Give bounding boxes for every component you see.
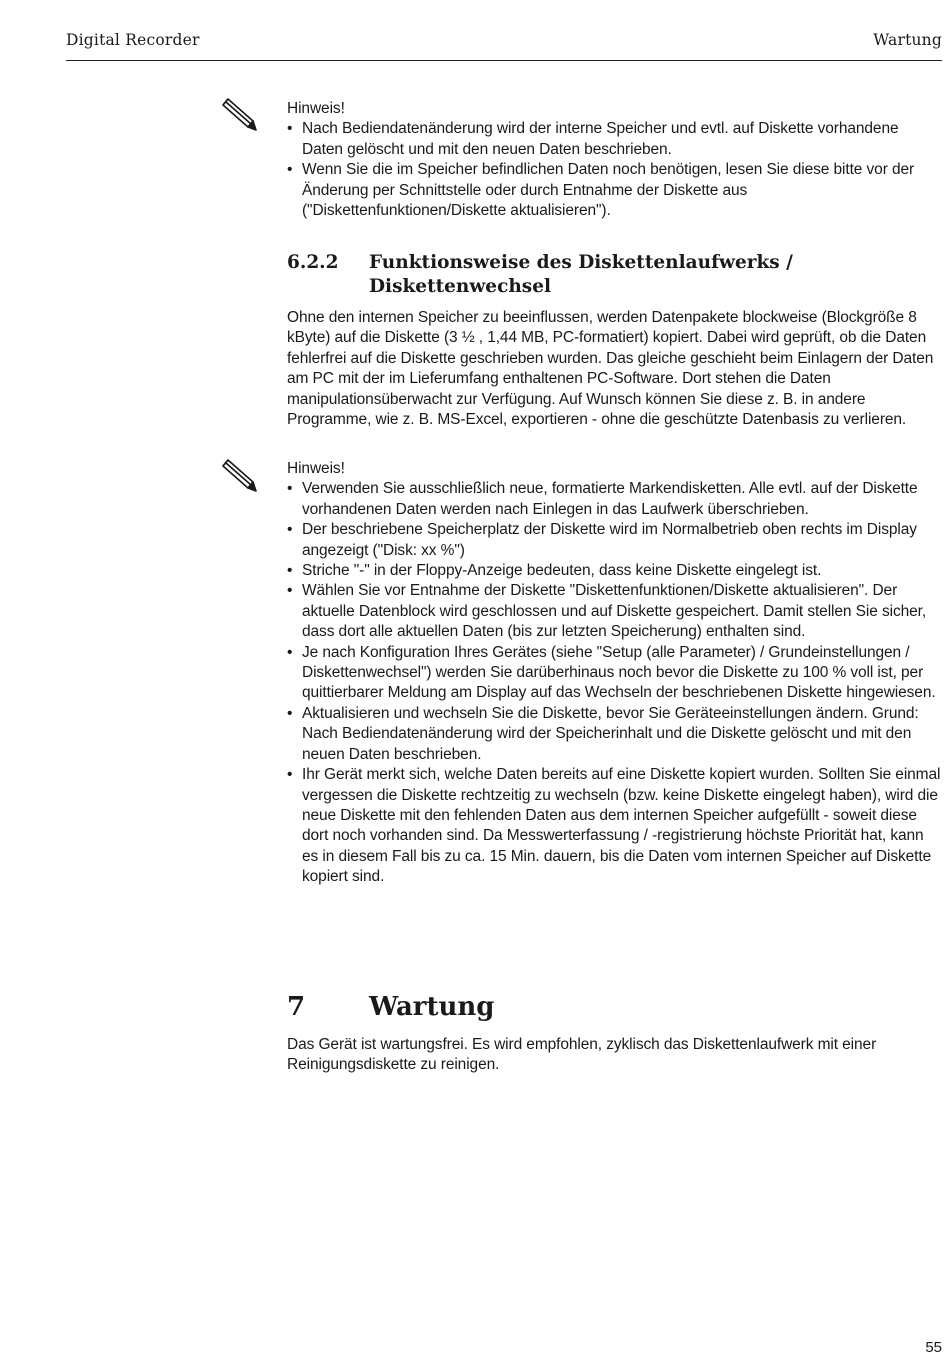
list-item: • Wenn Sie die im Speicher befindlichen Daten noch benötigen, lesen Sie diese bitte vor der Änderung per Schnittstelle oder durch Entnahme der Diskette aus ("Diskettenfunktionen/Diskette aktualisieren"). xyxy=(287,160,942,221)
chapter-number: 7 xyxy=(287,992,306,1022)
chapter-heading-7 xyxy=(287,990,942,1024)
page-number: 55 xyxy=(925,1339,942,1356)
note-block-2 xyxy=(287,459,942,888)
note-title: Hinweis! xyxy=(287,460,345,477)
section-number: 6.2.2 xyxy=(287,252,339,273)
list-item: • Ihr Gerät merkt sich, welche Daten bereits auf eine Diskette kopiert wurden. Sollten Sie einmal vergessen die Diskette rechtzeitig zu wechseln (bzw. keine Diskette eingelegt haben), wird die neue Diskette mit den fehlenden Daten aus dem internen Speicher aufgefüllt - soweit diese dort noch vorhanden sind. Da Messwerterfassung / -registrierung höchste Priorität hat, kann es in diesem Fall bis zu ca. 15 Min. dauern, bis die Daten vom internen Speicher auf Diskette kopiert sind. xyxy=(287,765,942,887)
pencil-icon xyxy=(219,458,259,494)
list-item: • Der beschriebene Speicherplatz der Diskette wird im Normalbetrieb oben rechts im Display angezeigt ("Disk: xx %") xyxy=(287,520,942,561)
body-paragraph: Das Gerät ist wartungsfrei. Es wird empfohlen, zyklisch das Diskettenlaufwerk mit einer Reinigungsdiskette zu reinigen. xyxy=(287,1036,877,1074)
section-heading-6-2-2 xyxy=(287,251,942,299)
list-item: • Aktualisieren und wechseln Sie die Diskette, bevor Sie Geräteeinstellungen ändern. Grund: Nach Bediendatenänderung wird der Speicherinhalt und die Diskette gelöscht und mit den neuen Daten beschrieben. xyxy=(287,704,942,765)
list-item: • Verwenden Sie ausschließlich neue, formatierte Markendisketten. Alle evtl. auf der Diskette vorhandenen Daten werden nach Einlegen in das Laufwerk überschrieben. xyxy=(287,479,942,520)
section-body-6-2-2 xyxy=(287,308,942,430)
note-title: Hinweis! xyxy=(287,100,345,117)
list-item: • Wählen Sie vor Entnahme der Diskette "Diskettenfunktionen/Diskette aktualisieren". Der aktuelle Datenblock wird geschlossen und auf Diskette gespeichert. Damit stellen Sie sicher, dass dort alle aktuellen Daten (bis zur letzten Speicherung) enthalten sind. xyxy=(287,581,942,642)
chapter-body-7 xyxy=(287,1035,942,1076)
body-paragraph: Ohne den internen Speicher zu beeinflussen, werden Datenpakete blockweise (Blockgröße 8 kByte) auf die Diskette (3 ½ , 1,44 MB, PC-formatiert) kopiert. Dabei wird geprüft, ob die Daten fehlerfrei auf die Diskette geschrieben wurden. Das gleiche geschieht beim Einlagern der Daten am PC mit der im Lieferumfang enthaltenen PC-Software. Dort stehen die Daten manipulationsüberwacht zur Verfügung. Auf Wunsch können Sie diese z. B. in andere Programme, wie z. B. MS-Excel, exportieren - ohne die geschützte Datenbasis zu verlieren. xyxy=(287,309,934,429)
list-item: • Nach Bediendatenänderung wird der interne Speicher und evtl. auf Diskette vorhandene Daten gelöscht und mit den neuen Daten beschrieben. xyxy=(287,119,942,160)
chapter-title: Wartung xyxy=(369,992,495,1022)
header-divider xyxy=(66,60,942,61)
list-item: • Striche "-" in der Floppy-Anzeige bedeuten, dass keine Diskette eingelegt ist. xyxy=(287,561,942,581)
section-title: Funktionsweise des Diskettenlaufwerks / Diskettenwechsel xyxy=(369,252,793,297)
list-item: • Je nach Konfiguration Ihres Gerätes (siehe "Setup (alle Parameter) / Grundeinstellungen / Diskettenwechsel") werden Sie darüberhinaus noch bevor die Diskette zu 100 % voll ist, per quittierbarer Meldung am Display auf das Wechseln der beschriebenen Diskette hingewiesen. xyxy=(287,643,942,704)
pencil-icon xyxy=(219,97,259,133)
running-header-chapter: Wartung xyxy=(873,31,942,49)
running-header-title: Digital Recorder xyxy=(66,31,200,49)
note-list xyxy=(287,119,942,221)
note-list xyxy=(287,479,942,887)
note-block-1 xyxy=(287,99,942,221)
